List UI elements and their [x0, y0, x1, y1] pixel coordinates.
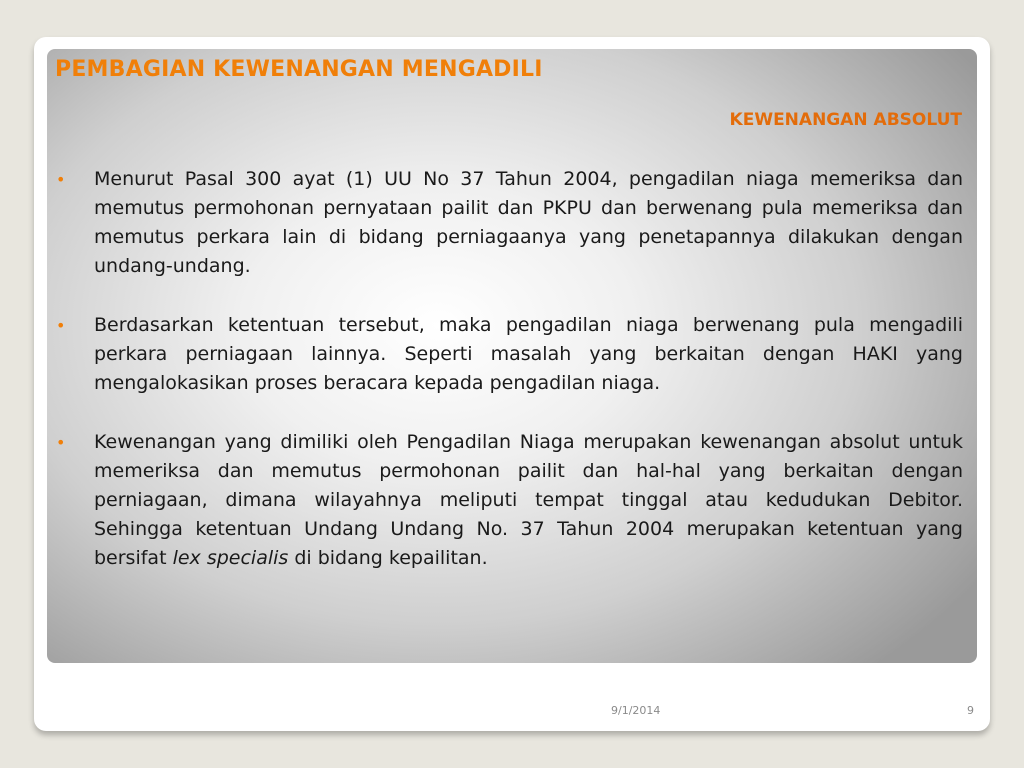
bullet-text: Menurut Pasal 300 ayat (1) UU No 37 Tahun 2004, pengadilan niaga memeriksa dan memutus permohonan pernyataan pailit dan PKPU dan berwenang pula memeriksa dan memutus perkara lain di bidang perniagaanya yang penetapannya dilakukan dengan undang-undang. [94, 168, 963, 277]
bullet-icon: • [56, 170, 66, 189]
footer-date: 9/1/2014 [611, 704, 661, 717]
bullet-text: Berdasarkan ketentuan tersebut, maka pengadilan niaga berwenang pula mengadili perkara perniagaan lainnya. Seperti masalah yang berkaitan dengan HAKI yang mengalokasikan proses beracara kepada pengadilan niaga. [94, 314, 963, 394]
bullet-text-italic: lex specialis [172, 547, 289, 569]
slide-subtitle: KEWENANGAN ABSOLUT [729, 110, 962, 130]
bullet-text: Kewenangan yang dimiliki oleh Pengadilan Niaga merupakan kewenangan absolut untuk memeriksa dan memutus permohonan pailit dan hal-hal yang berkaitan dengan perniagaan, dimana wilayahnya meliputi tempat tinggal atau kedudukan Debitor. Sehingga ketentuan Undang Undang No. 37 Tahun 2004 merupakan ketentuan yang bersifat [94, 431, 963, 569]
bullet-icon: • [56, 433, 66, 452]
bullet-icon: • [56, 316, 66, 335]
bullet-item [47, 311, 963, 398]
bullet-list [47, 165, 963, 603]
slide-title: PEMBAGIAN KEWENANGAN MENGADILI [55, 57, 543, 82]
content-panel [47, 49, 977, 663]
bullet-item [47, 428, 963, 573]
bullet-item [47, 165, 963, 281]
bullet-text: di bidang kepailitan. [288, 547, 488, 569]
slide [34, 37, 990, 731]
footer-page-number: 9 [967, 704, 974, 717]
